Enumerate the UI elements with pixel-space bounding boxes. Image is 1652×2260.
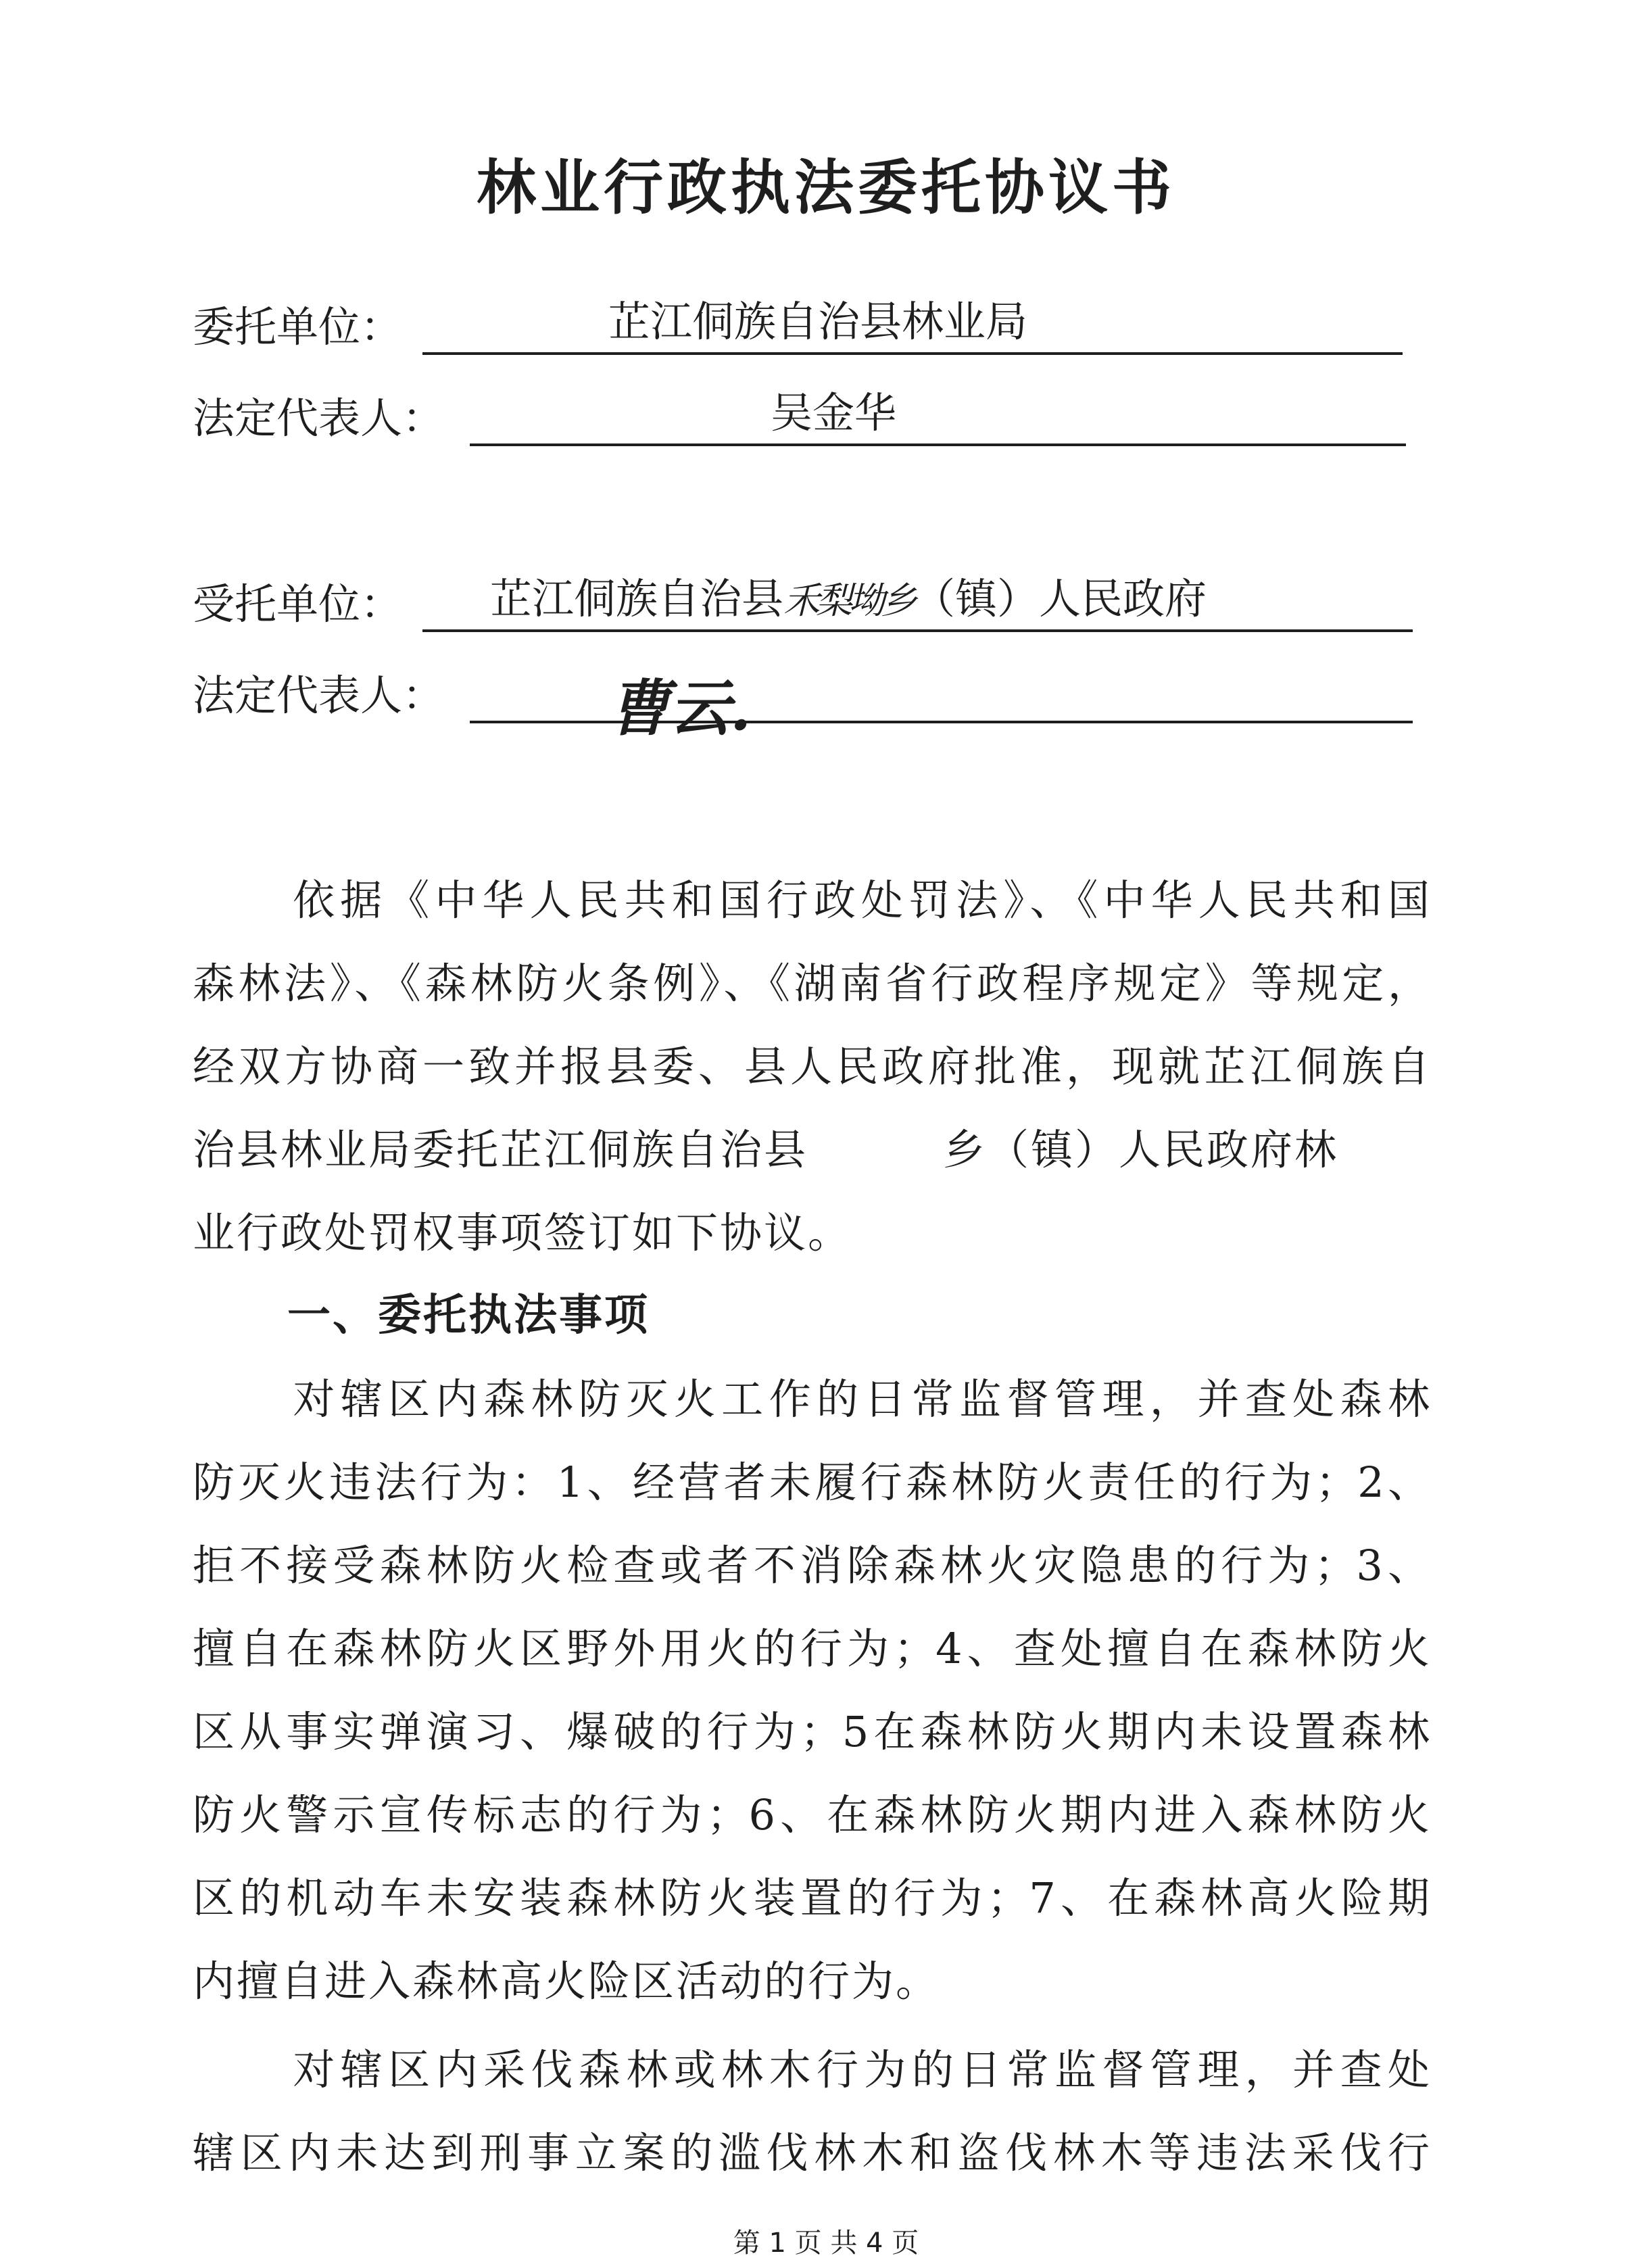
section1-line: 辖区内未达到刑事立案的滥伐林木和盗伐林木等违法采伐行	[193, 2128, 1430, 2178]
delegatee-label: 受托单位：	[193, 579, 403, 629]
section1-paragraph-1	[193, 1357, 1430, 2023]
section1-line: 内擅自进入森林高火险区活动的行为。	[193, 1956, 940, 2006]
section1-heading-block	[193, 1274, 1430, 1357]
delegatee-suffix: （镇）人民政府	[913, 574, 1207, 623]
delegatee-handwritten-town: 禾梨坳乡	[783, 579, 914, 622]
section1-line: 防灭火违法行为：1、经营者未履行森林防火责任的行为；2、	[193, 1458, 1430, 1507]
page-number: 第 1 页 共 4 页	[733, 2228, 919, 2259]
delegatee-rep-signature: 曹云.	[608, 673, 752, 744]
intro-line: 森林法》、《森林防火条例》、《湖南省行政程序规定》等规定，	[193, 959, 1430, 1008]
section1-line: 擅自在森林防火区野外用火的行为；4、查处擅自在森林防火	[193, 1624, 1430, 1673]
document-title: 林业行政执法委托协议书	[476, 153, 1175, 222]
delegator-rep-label: 法定代表人：	[193, 393, 445, 443]
section1-line: 拒不接受森林防火检查或者不消除森林火灾隐患的行为；3、	[193, 1541, 1430, 1590]
delegator-label: 委托单位：	[193, 302, 403, 352]
section1-line: 区的机动车未安装森林防火装置的行为；7、在森林高火险期	[193, 1873, 1430, 1923]
intro-paragraph	[193, 859, 1430, 1274]
delegator-rep-field	[193, 388, 1409, 460]
delegatee-value	[490, 565, 1207, 625]
intro-line: 经双方协商一致并报县委、县人民政府批准，现就芷江侗族自	[193, 1042, 1430, 1091]
delegatee-rep-label: 法定代表人：	[193, 671, 445, 720]
delegatee-rep-field	[193, 669, 1416, 737]
delegator-field	[193, 297, 1409, 368]
delegator-rep-underline	[470, 443, 1406, 446]
section1-heading: 一、委托执法事项	[287, 1291, 650, 1341]
delegator-underline	[422, 352, 1403, 355]
intro-line: 治县林业局委托芷江侗族自治县 乡（镇）人民政府林	[193, 1125, 1339, 1174]
delegator-rep-value: 吴金华	[771, 388, 897, 437]
delegatee-field	[193, 574, 1416, 646]
delegator-value: 芷江侗族自治县林业局	[608, 297, 1028, 346]
section1-line: 区从事实弹演习、爆破的行为；5在森林防火期内未设置森林	[193, 1707, 1430, 1756]
section1-paragraph-2	[193, 2028, 1430, 2194]
delegatee-underline	[422, 629, 1413, 632]
section1-line: 对辖区内森林防灭火工作的日常监督管理，并查处森林	[287, 1374, 1430, 1424]
section1-line: 防火警示宣传标志的行为；6、在森林防火期内进入森林防火	[193, 1790, 1430, 1840]
delegatee-county: 芷江侗族自治县	[490, 574, 784, 623]
section1-line: 对辖区内采伐森林或林木行为的日常监督管理，并查处	[287, 2045, 1430, 2094]
intro-line: 依据《中华人民共和国行政处罚法》、《中华人民共和国	[287, 875, 1430, 925]
intro-line: 业行政处罚权事项签订如下协议。	[193, 1208, 852, 1257]
